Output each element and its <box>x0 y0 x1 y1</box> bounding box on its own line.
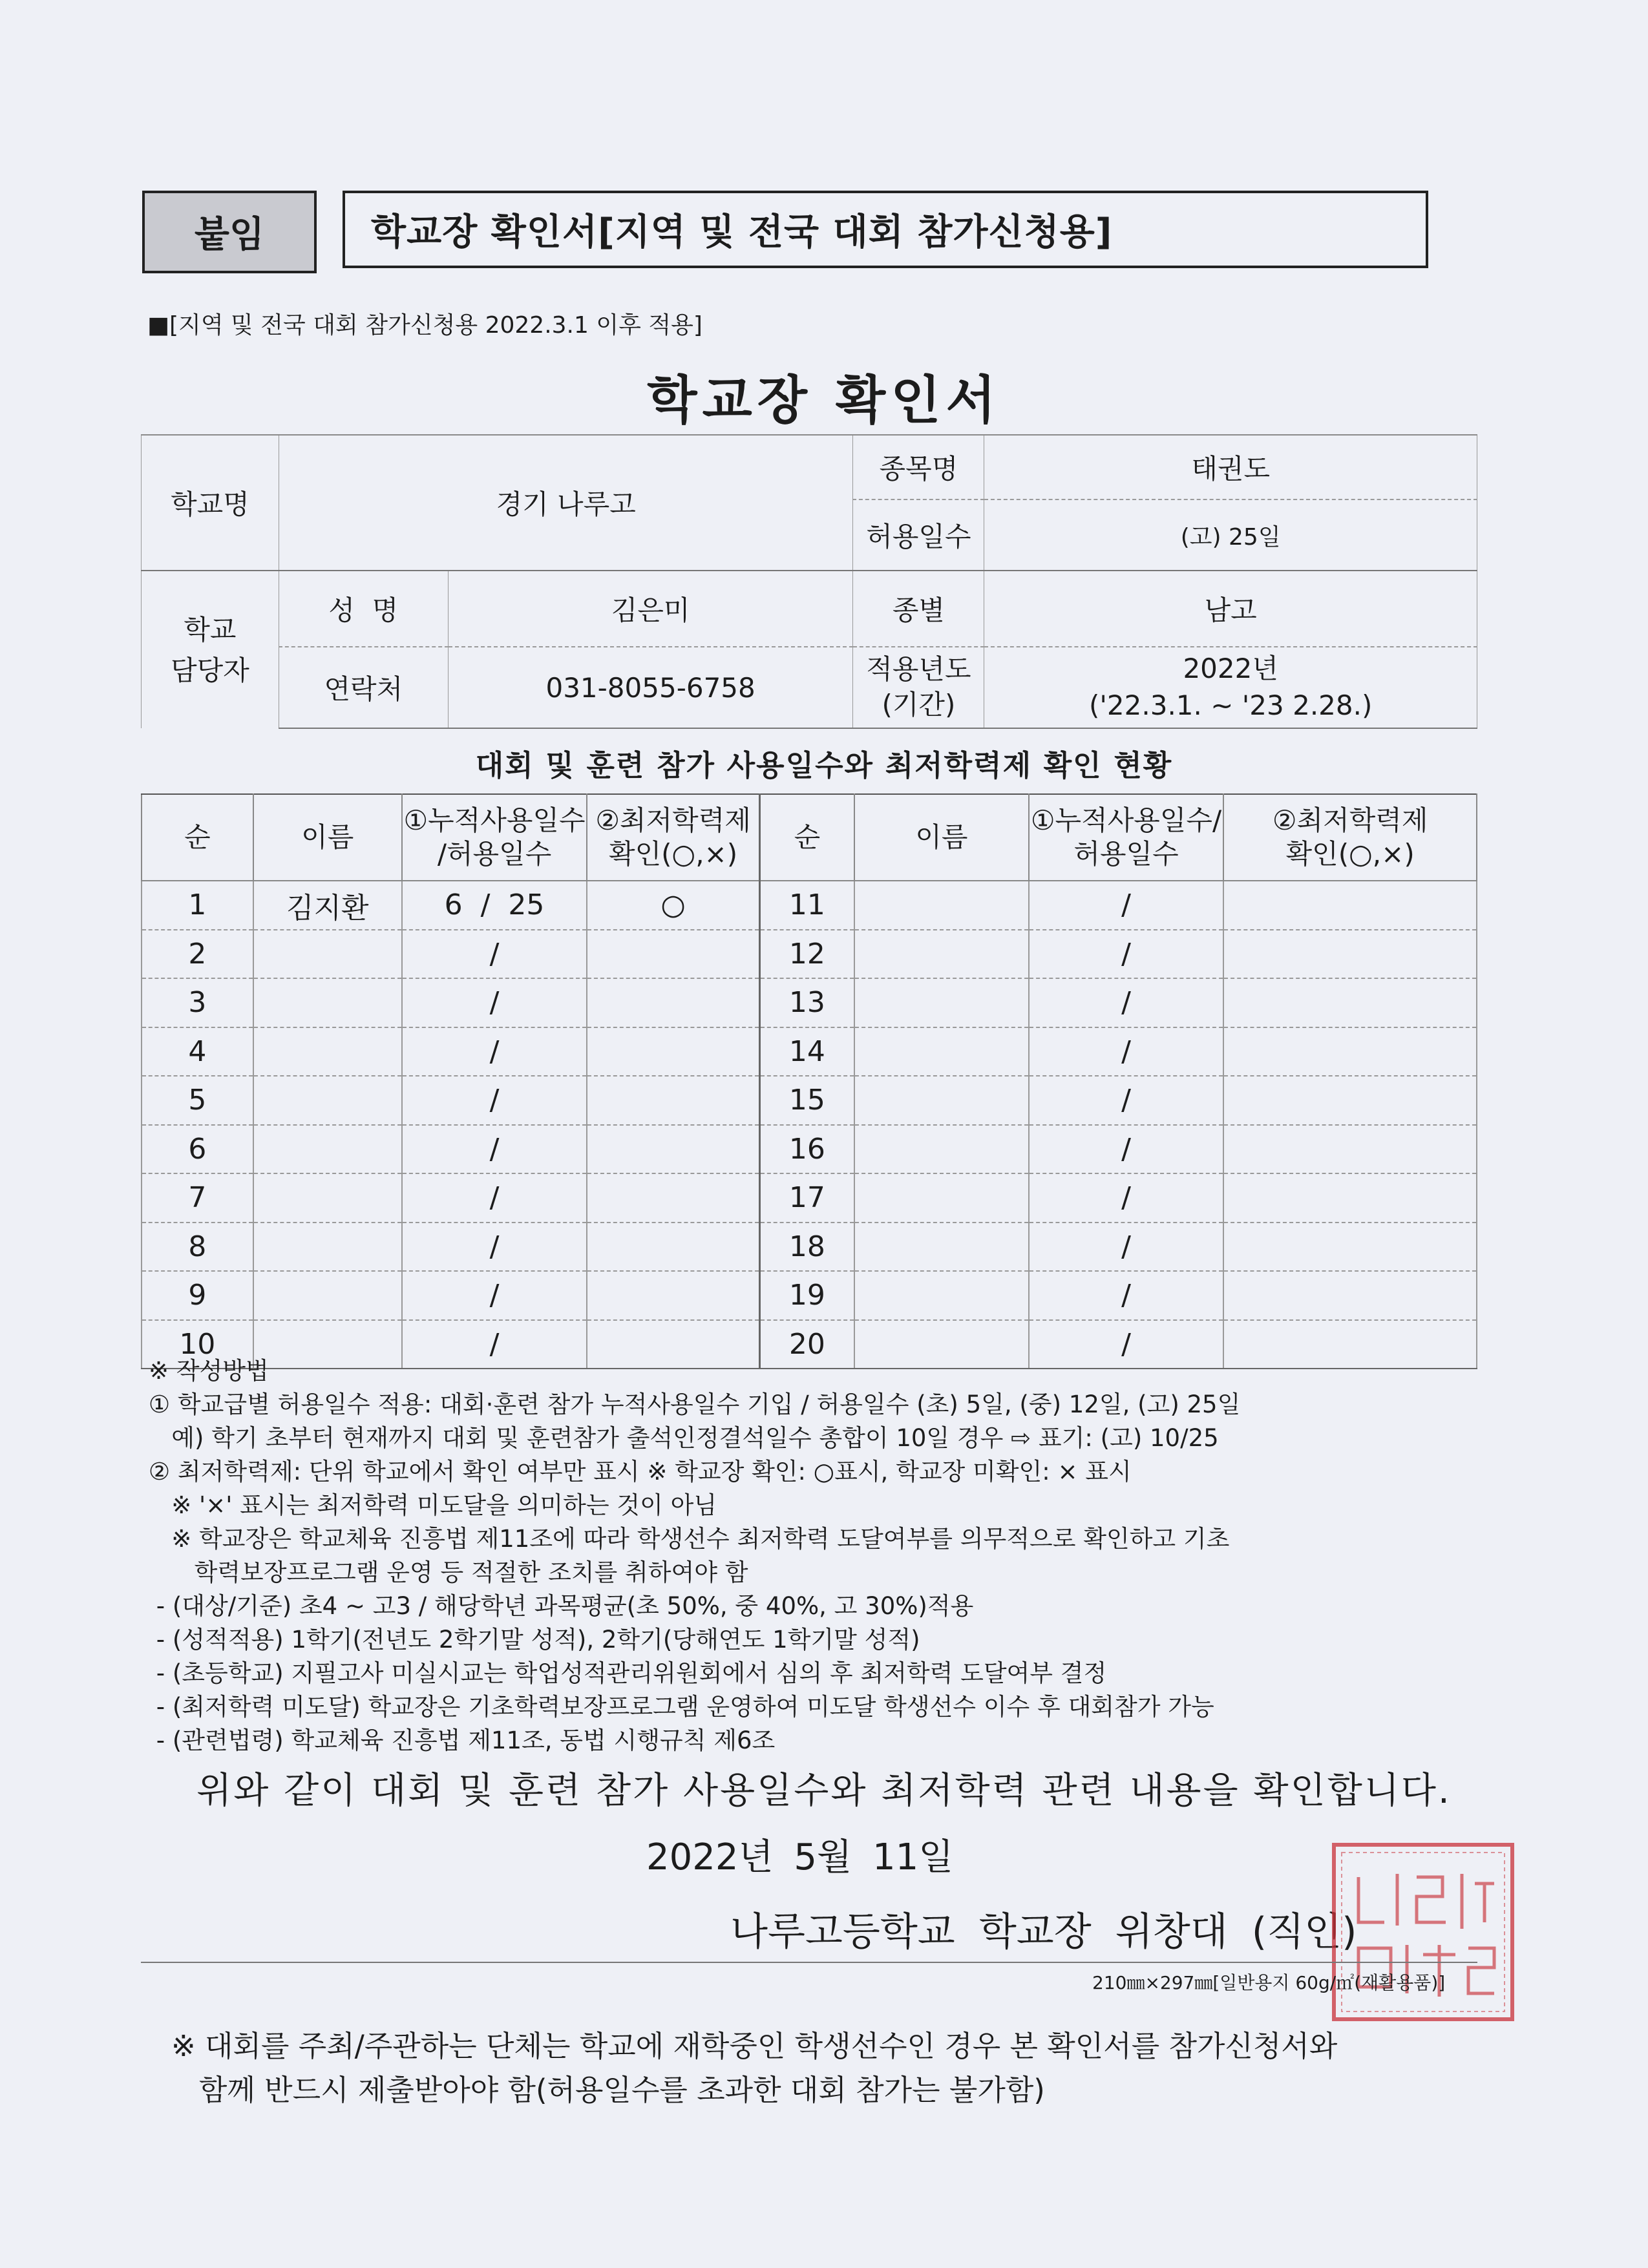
row-check-2 <box>1223 1125 1477 1174</box>
usage-table <box>141 793 1477 1369</box>
row-no: 10 <box>142 1320 253 1369</box>
principal-signature-line: 나루고등학교 학교장 위창대 (직인) <box>730 1909 1357 1955</box>
row-no-2: 14 <box>759 1027 854 1076</box>
instruction-line: - (관련법령) 학교체육 진흥법 제11조, 동법 시행규칙 제6조 <box>149 1727 776 1754</box>
row-name-2 <box>854 1027 1029 1076</box>
row-no-2: 16 <box>759 1125 854 1174</box>
row-no: 9 <box>142 1271 253 1320</box>
school-name-value: 경기 나루고 <box>279 435 853 571</box>
row-days: / <box>402 1271 587 1320</box>
manager-name-label: 성 명 <box>279 571 448 647</box>
paper-spec: 210㎜×297㎜[일반용지 60g/㎡(재활용품)] <box>1092 1972 1446 1993</box>
row-no-2: 11 <box>759 881 854 930</box>
submission-note-line: ※ 대회를 주최/주관하는 단체는 학교에 재학중인 학생선수인 경우 본 확인서를 참가신청서와 <box>171 2029 1338 2063</box>
row-days-2: / <box>1029 1271 1224 1320</box>
row-no: 5 <box>142 1076 253 1125</box>
instruction-line: ※ '×' 표시는 최저학력 미도달을 의미하는 것이 아님 <box>149 1491 717 1519</box>
row-name-2 <box>854 1271 1029 1320</box>
row-check <box>587 1076 759 1125</box>
row-no: 1 <box>142 881 253 930</box>
row-check-2 <box>1223 978 1477 1027</box>
row-check <box>587 1027 759 1076</box>
period-year: 2022년 <box>1183 653 1278 685</box>
usage-section-title: 대회 및 훈련 참가 사용일수와 최저학력제 확인 현황 <box>475 748 1173 782</box>
row-days: / <box>402 1027 587 1076</box>
col-check-2: ②최저학력제 확인(○,×) <box>1223 794 1477 881</box>
row-check <box>587 1223 759 1272</box>
submission-note-line: 함께 반드시 제출받아야 함(허용일수를 초과한 대회 참가는 불가함) <box>171 2073 1045 2107</box>
row-no-2: 18 <box>759 1223 854 1272</box>
row-name-2 <box>854 978 1029 1027</box>
confirmation-statement: 위와 같이 대회 및 훈련 참가 사용일수와 최저학력 관련 내용을 확인합니다. <box>196 1770 1452 1812</box>
row-check <box>587 1125 759 1174</box>
row-name <box>253 1125 402 1174</box>
row-days-2: / <box>1029 881 1224 930</box>
applicability-note: ■[지역 및 전국 대회 참가신청용 2022.3.1 이후 적용] <box>147 312 703 339</box>
instruction-line: ※ 학교장은 학교체육 진흥법 제11조에 따라 학생선수 최저학력 도달여부를 의무적으로 확인하고 기초 <box>149 1525 1230 1553</box>
row-no: 3 <box>142 978 253 1027</box>
row-name <box>253 930 402 979</box>
row-no: 7 <box>142 1173 253 1223</box>
contact-value: 031-8055-6758 <box>448 647 853 728</box>
division-label: 종별 <box>853 571 984 647</box>
col-days: ①누적사용일수 /허용일수 <box>402 794 587 881</box>
row-check <box>587 930 759 979</box>
instruction-line: ※ 작성방법 <box>149 1357 269 1385</box>
instruction-line: - (초등학교) 지필고사 미실시교는 학업성적관리위원회에서 심의 후 최저학력 도달여부 결정 <box>149 1659 1107 1687</box>
contact-label: 연락처 <box>279 647 448 728</box>
row-days: / <box>402 1076 587 1125</box>
row-name-2 <box>854 881 1029 930</box>
col-name-2: 이름 <box>854 794 1029 881</box>
col-days-2: ①누적사용일수/ 허용일수 <box>1029 794 1224 881</box>
col-check: ②최저학력제 확인(○,×) <box>587 794 759 881</box>
row-days-2: / <box>1029 1125 1224 1174</box>
instruction-line: 예) 학기 초부터 현재까지 대회 및 훈련참가 출석인정결석일수 총합이 10일 경우 ⇨ 표기: (고) 10/25 <box>149 1424 1219 1452</box>
row-check <box>587 978 759 1027</box>
row-name-2 <box>854 1173 1029 1223</box>
row-check <box>587 1173 759 1223</box>
row-days-2: / <box>1029 1027 1224 1076</box>
row-name: 김지환 <box>253 881 402 930</box>
row-days: / <box>402 978 587 1027</box>
row-days-2: / <box>1029 978 1224 1027</box>
row-check-2 <box>1223 930 1477 979</box>
row-days: 6 / 25 <box>402 881 587 930</box>
row-check-2 <box>1223 1271 1477 1320</box>
instruction-line: - (최저학력 미도달) 학교장은 기초학력보장프로그램 운영하여 미도달 학생선수 이수 후 대회참가 가능 <box>149 1693 1214 1721</box>
row-no-2: 12 <box>759 930 854 979</box>
row-name-2 <box>854 1076 1029 1125</box>
row-days: / <box>402 930 587 979</box>
row-name <box>253 1223 402 1272</box>
row-days-2: / <box>1029 1320 1224 1369</box>
row-check-2 <box>1223 1076 1477 1125</box>
table-row <box>142 1027 1477 1076</box>
instruction-line: ② 최저학력제: 단위 학교에서 확인 여부만 표시 ※ 학교장 확인: ○표시, 학교장 미확인: × 표시 <box>149 1458 1132 1486</box>
manager-name-value: 김은미 <box>448 571 853 647</box>
table-row <box>142 1125 1477 1174</box>
row-days: / <box>402 1223 587 1272</box>
row-name <box>253 1076 402 1125</box>
sport-value: 태권도 <box>984 435 1477 499</box>
table-row <box>142 1223 1477 1272</box>
school-info-table <box>141 434 1477 729</box>
writing-instructions <box>149 1354 1240 1758</box>
col-no: 순 <box>142 794 253 881</box>
row-no: 2 <box>142 930 253 979</box>
table-row <box>142 978 1477 1027</box>
row-check-2 <box>1223 1223 1477 1272</box>
row-check: ○ <box>587 881 759 930</box>
allowed-days-value: (고) 25일 <box>984 499 1477 571</box>
table-row <box>142 1076 1477 1125</box>
row-check-2 <box>1223 881 1477 930</box>
division-value: 남고 <box>984 571 1477 647</box>
row-days-2: / <box>1029 1173 1224 1223</box>
row-name <box>253 1027 402 1076</box>
document-title: 학교장 확인서 <box>647 370 1001 430</box>
instruction-line: - (성적적용) 1학기(전년도 2학기말 성적), 2학기(당해연도 1학기말 성적) <box>149 1626 920 1654</box>
row-days-2: / <box>1029 1076 1224 1125</box>
row-check-2 <box>1223 1027 1477 1076</box>
col-no-2: 순 <box>759 794 854 881</box>
row-check-2 <box>1223 1320 1477 1369</box>
row-no: 8 <box>142 1223 253 1272</box>
row-no-2: 19 <box>759 1271 854 1320</box>
table-row <box>142 881 1477 930</box>
table-row <box>142 1271 1477 1320</box>
row-days-2: / <box>1029 1223 1224 1272</box>
row-name-2 <box>854 930 1029 979</box>
header-title-box: 학교장 확인서[지역 및 전국 대회 참가신청용] <box>343 191 1428 268</box>
row-no: 6 <box>142 1125 253 1174</box>
row-name <box>253 1271 402 1320</box>
row-check-2 <box>1223 1173 1477 1223</box>
row-name-2 <box>854 1125 1029 1174</box>
row-name <box>253 978 402 1027</box>
col-name: 이름 <box>253 794 402 881</box>
attachment-tag: 붙임 <box>142 191 317 273</box>
table-row <box>142 1173 1477 1223</box>
submission-note <box>171 2024 1337 2112</box>
row-check <box>587 1271 759 1320</box>
instruction-line: - (대상/기준) 초4 ~ 고3 / 해당학년 과목평균(초 50%, 중 40%, 고 30%)적용 <box>149 1592 974 1620</box>
row-no-2: 13 <box>759 978 854 1027</box>
manager-label: 학교 담당자 <box>142 571 279 728</box>
row-days-2: / <box>1029 930 1224 979</box>
instruction-line: 학력보장프로그램 운영 등 적절한 조치를 취하여야 함 <box>149 1559 748 1586</box>
official-seal-stamp <box>1326 1838 1520 2026</box>
row-name <box>253 1173 402 1223</box>
period-range: ('22.3.1. ~ '23 2.28.) <box>1089 689 1373 721</box>
school-name-label: 학교명 <box>142 435 279 571</box>
row-no-2: 20 <box>759 1320 854 1369</box>
row-no-2: 17 <box>759 1173 854 1223</box>
table-row <box>142 930 1477 979</box>
instruction-line: ① 학교급별 허용일수 적용: 대회·훈련 참가 누적사용일수 기입 / 허용일수 (초) 5일, (중) 12일, (고) 25일 <box>149 1391 1241 1418</box>
allowed-days-label: 허용일수 <box>853 499 984 571</box>
period-value <box>984 647 1477 728</box>
row-days: / <box>402 1125 587 1174</box>
issue-date: 2022년 5월 11일 <box>646 1836 954 1878</box>
row-days: / <box>402 1320 587 1369</box>
divider-line <box>141 1962 1477 1963</box>
row-name-2 <box>854 1223 1029 1272</box>
row-no: 4 <box>142 1027 253 1076</box>
row-no-2: 15 <box>759 1076 854 1125</box>
sport-label: 종목명 <box>853 435 984 499</box>
period-label: 적용년도 (기간) <box>853 647 984 728</box>
row-days: / <box>402 1173 587 1223</box>
